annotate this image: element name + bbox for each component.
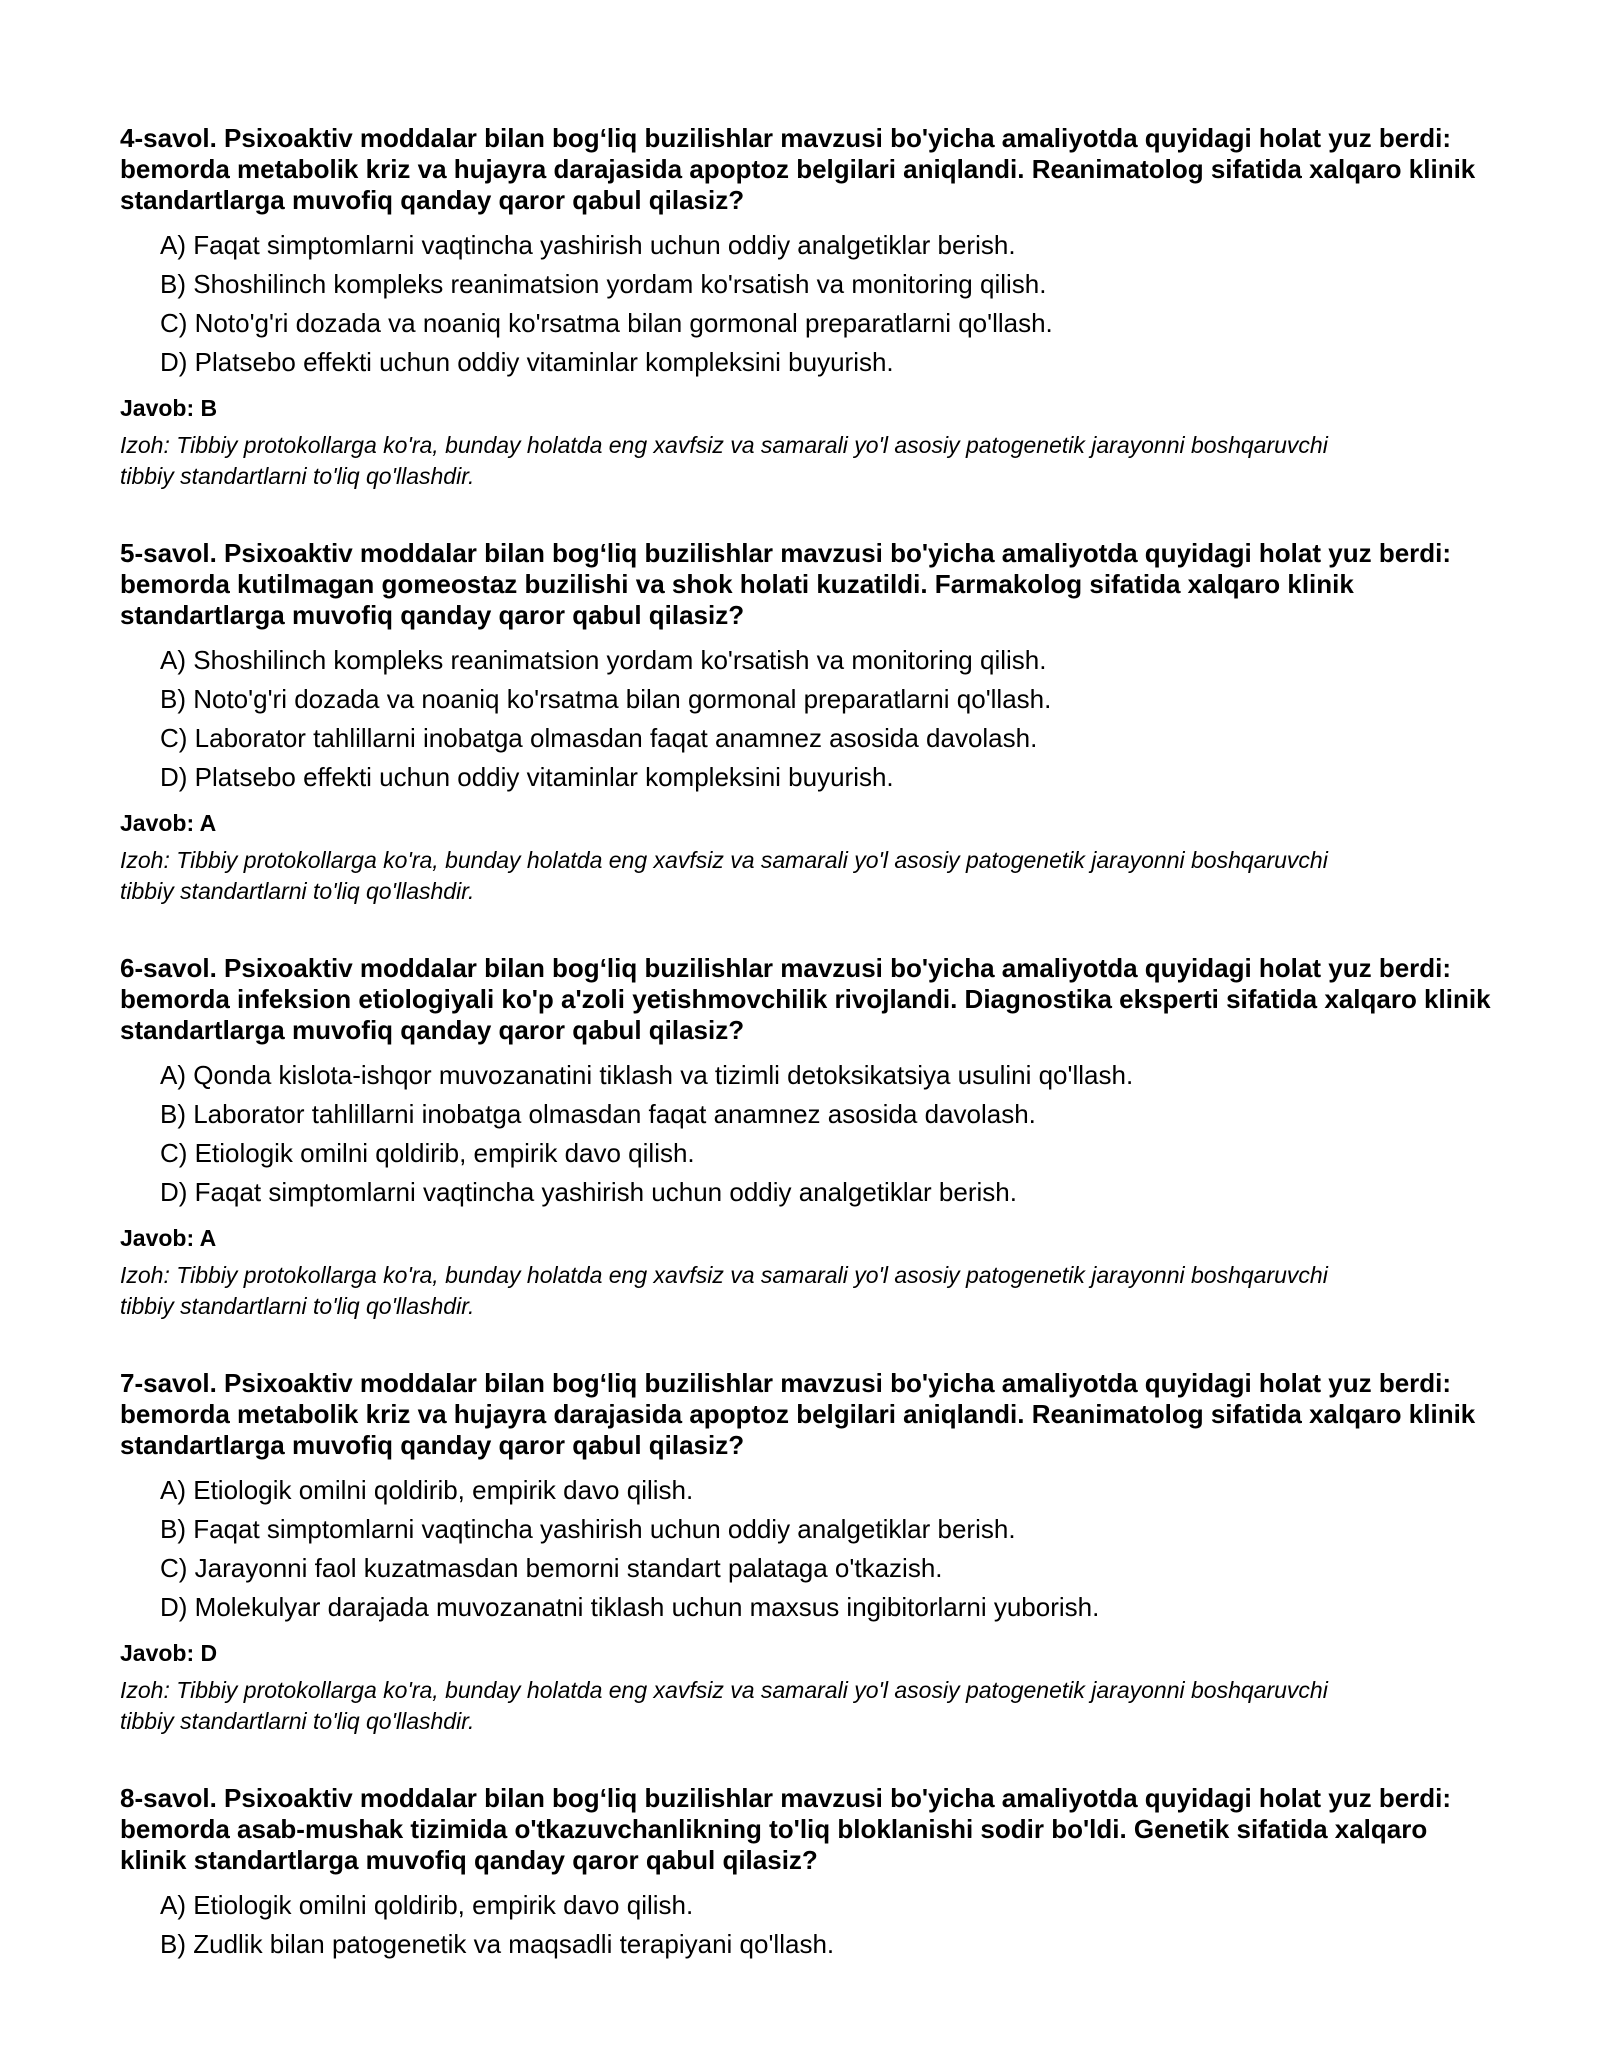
option-b: B) Shoshilinch kompleks reanimatsion yordam ko'rsatish va monitoring qilish. <box>160 269 1047 299</box>
question-title: 8-savol. Psixoaktiv moddalar bilan bog‘liq buzilishlar mavzusi bo'yicha amaliyotda quyidagi holat yuz berdi: bemorda asab-mushak tizimida o'tkazuvchanlikning to'liq bloklanishi sodir bo'ldi. Genetik sifatida xalqaro klinik standartlarga muvofiq qanday qaror qabul qilasiz? <box>120 1783 1452 1875</box>
answer-label: Javob: D <box>120 1640 218 1666</box>
option-b: B) Laborator tahlillarni inobatga olmasdan faqat anamnez asosida davolash. <box>160 1099 1036 1129</box>
options-list <box>160 226 1500 382</box>
options-list <box>160 1886 1500 1964</box>
option-c: C) Laborator tahlillarni inobatga olmasdan faqat anamnez asosida davolash. <box>160 723 1038 753</box>
options-list <box>160 641 1500 797</box>
explanation-note: Izoh: Tibbiy protokollarga ko'ra, bunday holatda eng xavfsiz va samarali yo'l asosiy patogenetik jarayonni boshqaruvchi tibbiy standartlarni to'liq qo'llashdir. <box>120 1262 1328 1319</box>
option-c: C) Etiologik omilni qoldirib, empirik davo qilish. <box>160 1138 695 1168</box>
option-a: A) Etiologik omilni qoldirib, empirik davo qilish. <box>160 1890 694 1920</box>
question-8 <box>120 1783 1500 1964</box>
option-c: C) Jarayonni faol kuzatmasdan bemorni standart palataga o'tkazish. <box>160 1553 943 1583</box>
options-list <box>160 1056 1500 1212</box>
explanation-note: Izoh: Tibbiy protokollarga ko'ra, bunday holatda eng xavfsiz va samarali yo'l asosiy patogenetik jarayonni boshqaruvchi tibbiy standartlarni to'liq qo'llashdir. <box>120 432 1328 489</box>
explanation-note: Izoh: Tibbiy protokollarga ko'ra, bunday holatda eng xavfsiz va samarali yo'l asosiy patogenetik jarayonni boshqaruvchi tibbiy standartlarni to'liq qo'llashdir. <box>120 1677 1328 1734</box>
question-title: 6-savol. Psixoaktiv moddalar bilan bog‘liq buzilishlar mavzusi bo'yicha amaliyotda quyidagi holat yuz berdi: bemorda infeksion etiologiyali ko'p a'zoli yetishmovchilik rivojlandi. Diagnostika eksperti sifatida xalqaro klinik standartlarga muvofiq qanday qaror qabul qilasiz? <box>120 953 1491 1045</box>
question-4 <box>120 123 1500 492</box>
question-5 <box>120 538 1500 907</box>
answer-label: Javob: A <box>120 810 217 836</box>
option-d: D) Platsebo effekti uchun oddiy vitaminlar kompleksini buyurish. <box>160 347 894 377</box>
options-list <box>160 1471 1500 1627</box>
option-b: B) Noto'g'ri dozada va noaniq ko'rsatma bilan gormonal preparatlarni qo'llash. <box>160 684 1052 714</box>
question-title: 7-savol. Psixoaktiv moddalar bilan bog‘liq buzilishlar mavzusi bo'yicha amaliyotda quyidagi holat yuz berdi: bemorda metabolik kriz va hujayra darajasida apoptoz belgilari aniqlandi. Reanimatolog sifatida xalqaro klinik standartlarga muvofiq qanday qaror qabul qilasiz? <box>120 1368 1476 1460</box>
option-d: D) Faqat simptomlarni vaqtincha yashirish uchun oddiy analgetiklar berish. <box>160 1177 1017 1207</box>
option-a: A) Etiologik omilni qoldirib, empirik davo qilish. <box>160 1475 694 1505</box>
option-d: D) Platsebo effekti uchun oddiy vitaminlar kompleksini buyurish. <box>160 762 894 792</box>
explanation-note: Izoh: Tibbiy protokollarga ko'ra, bunday holatda eng xavfsiz va samarali yo'l asosiy patogenetik jarayonni boshqaruvchi tibbiy standartlarni to'liq qo'llashdir. <box>120 847 1328 904</box>
option-c: C) Noto'g'ri dozada va noaniq ko'rsatma bilan gormonal preparatlarni qo'llash. <box>160 308 1053 338</box>
option-d: D) Molekulyar darajada muvozanatni tiklash uchun maxsus ingibitorlarni yuborish. <box>160 1592 1100 1622</box>
answer-label: Javob: B <box>120 395 218 421</box>
question-title: 5-savol. Psixoaktiv moddalar bilan bog‘liq buzilishlar mavzusi bo'yicha amaliyotda quyidagi holat yuz berdi: bemorda kutilmagan gomeostaz buzilishi va shok holati kuzatildi. Farmakolog sifatida xalqaro klinik standartlarga muvofiq qanday qaror qabul qilasiz? <box>120 538 1452 630</box>
document-page <box>120 123 1500 2010</box>
option-b: B) Faqat simptomlarni vaqtincha yashirish uchun oddiy analgetiklar berish. <box>160 1514 1016 1544</box>
answer-label: Javob: A <box>120 1225 217 1251</box>
option-a: A) Faqat simptomlarni vaqtincha yashirish uchun oddiy analgetiklar berish. <box>160 230 1016 260</box>
option-a: A) Shoshilinch kompleks reanimatsion yordam ko'rsatish va monitoring qilish. <box>160 645 1047 675</box>
option-a: A) Qonda kislota-ishqor muvozanatini tiklash va tizimli detoksikatsiya usulini qo'llash. <box>160 1060 1134 1090</box>
question-title: 4-savol. Psixoaktiv moddalar bilan bog‘liq buzilishlar mavzusi bo'yicha amaliyotda quyidagi holat yuz berdi: bemorda metabolik kriz va hujayra darajasida apoptoz belgilari aniqlandi. Reanimatolog sifatida xalqaro klinik standartlarga muvofiq qanday qaror qabul qilasiz? <box>120 123 1476 215</box>
option-b: B) Zudlik bilan patogenetik va maqsadli terapiyani qo'llash. <box>160 1929 835 1959</box>
question-7 <box>120 1368 1500 1737</box>
question-6 <box>120 953 1500 1322</box>
